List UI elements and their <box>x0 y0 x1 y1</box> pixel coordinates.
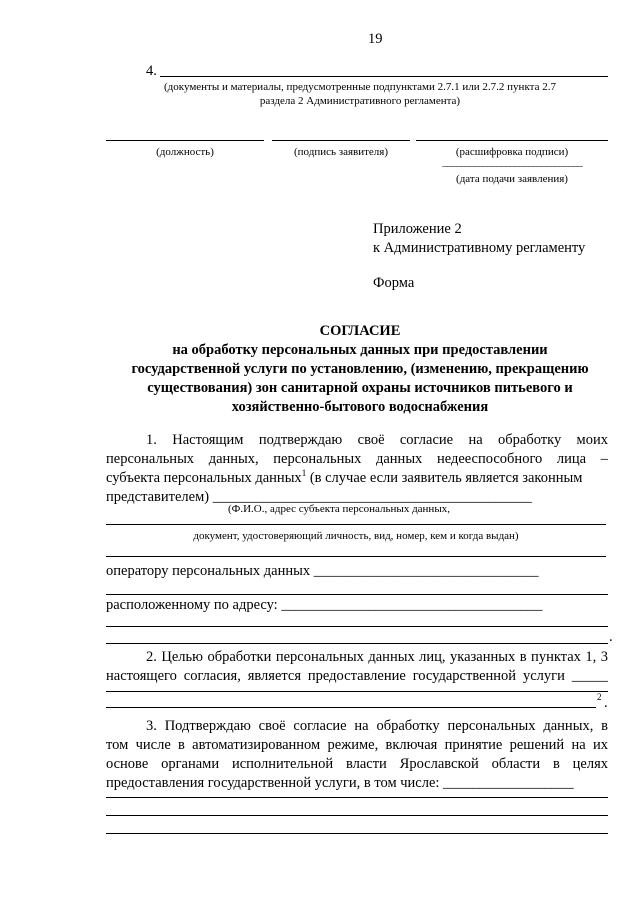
address-fill-line1 <box>106 626 608 627</box>
para3-line4: предоставления государственной услуги, в том числе: __________________ <box>106 775 574 791</box>
para3-line2: том числе в автоматизированном режиме, включая принятие решений на их <box>106 737 608 753</box>
para2-line1: 2. Целью обработки персональных данных лиц, указанных в пунктах 1, 3 <box>146 649 608 665</box>
decode-label: (расшифровка подписи) <box>455 146 569 158</box>
title-sub3: существования) зон санитарной охраны источников питьевого и <box>147 380 573 396</box>
para3-line3: основе органами исполнительной власти Ярославской области в целях <box>106 756 608 772</box>
para3-fill-line1 <box>106 797 608 798</box>
title-sub1: на обработку персональных данных при предоставлении <box>172 342 548 358</box>
appendix-line1: Приложение 2 <box>373 221 462 237</box>
decode-line <box>416 140 608 141</box>
para1-line3 <box>106 469 608 488</box>
item4-number: 4. <box>146 63 157 79</box>
para3-line1: 3. Подтверждаю своё согласие на обработку персональных данных, в <box>146 718 608 734</box>
operator-line: оператору персональных данных _______________________________ <box>106 563 539 579</box>
note-doc: документ, удостоверяющий личность, вид, номер, кем и когда выдан) <box>193 530 519 542</box>
item4-note-line2: раздела 2 Административного регламента) <box>259 95 461 107</box>
footnote-ref-1: 1 <box>301 468 307 479</box>
operator-fill-line <box>106 594 608 595</box>
title-sub4: хозяйственно-бытового водоснабжения <box>231 399 489 415</box>
para2-fill-line1 <box>106 691 608 692</box>
form-label: Форма <box>373 275 415 291</box>
signature-label: (подпись заявителя) <box>293 146 389 158</box>
para1-line1: 1. Настоящим подтверждаю своё согласие на обработку моих <box>146 432 608 448</box>
footnote-ref-2: 2 <box>597 692 602 702</box>
note-fio: (Ф.И.О., адрес субъекта персональных данных, <box>228 503 450 515</box>
para1-line3-a: субъекта персональных данных <box>106 470 302 486</box>
appendix-line2: к Административному регламенту <box>373 240 586 256</box>
title-sub2: государственной услуги по установлению, (изменению, прекращению <box>131 361 589 377</box>
document-title: СОГЛАСИЕ <box>319 323 401 339</box>
item4-fill-line <box>160 76 608 77</box>
page-number: 19 <box>368 31 383 47</box>
address-fill-line2 <box>106 643 608 644</box>
para2-line2: настоящего согласия, является предоставление государственной услуги _____ <box>106 668 608 684</box>
para2-end-dot: . <box>604 695 608 711</box>
position-line <box>106 140 264 141</box>
para1-line4: представителем) ____________________________________________ <box>106 489 532 505</box>
address-line: расположенному по адресу: ____________________________________ <box>106 597 543 613</box>
para3-fill-line2 <box>106 815 608 816</box>
date-label: (дата подачи заявления) <box>456 173 568 185</box>
para2-fill-line2 <box>106 707 596 708</box>
para1-line2: персональных данных, персональных данных недееспособного лица – <box>106 451 608 467</box>
signature-line <box>272 140 410 141</box>
item4-note-line1: (документы и материалы, предусмотренные подпунктами 2.7.1 или 2.7.2 пункта 2.7 <box>164 81 556 93</box>
fio-fill-line <box>106 524 606 525</box>
para1-line3-b: (в случае если заявитель является законным <box>306 470 583 486</box>
para3-fill-line3 <box>106 833 608 834</box>
date-dash: _______________________________ <box>442 156 582 168</box>
para1-end-dot: . <box>609 629 613 645</box>
position-label: (должность) <box>156 146 214 158</box>
doc-fill-line <box>106 556 606 557</box>
